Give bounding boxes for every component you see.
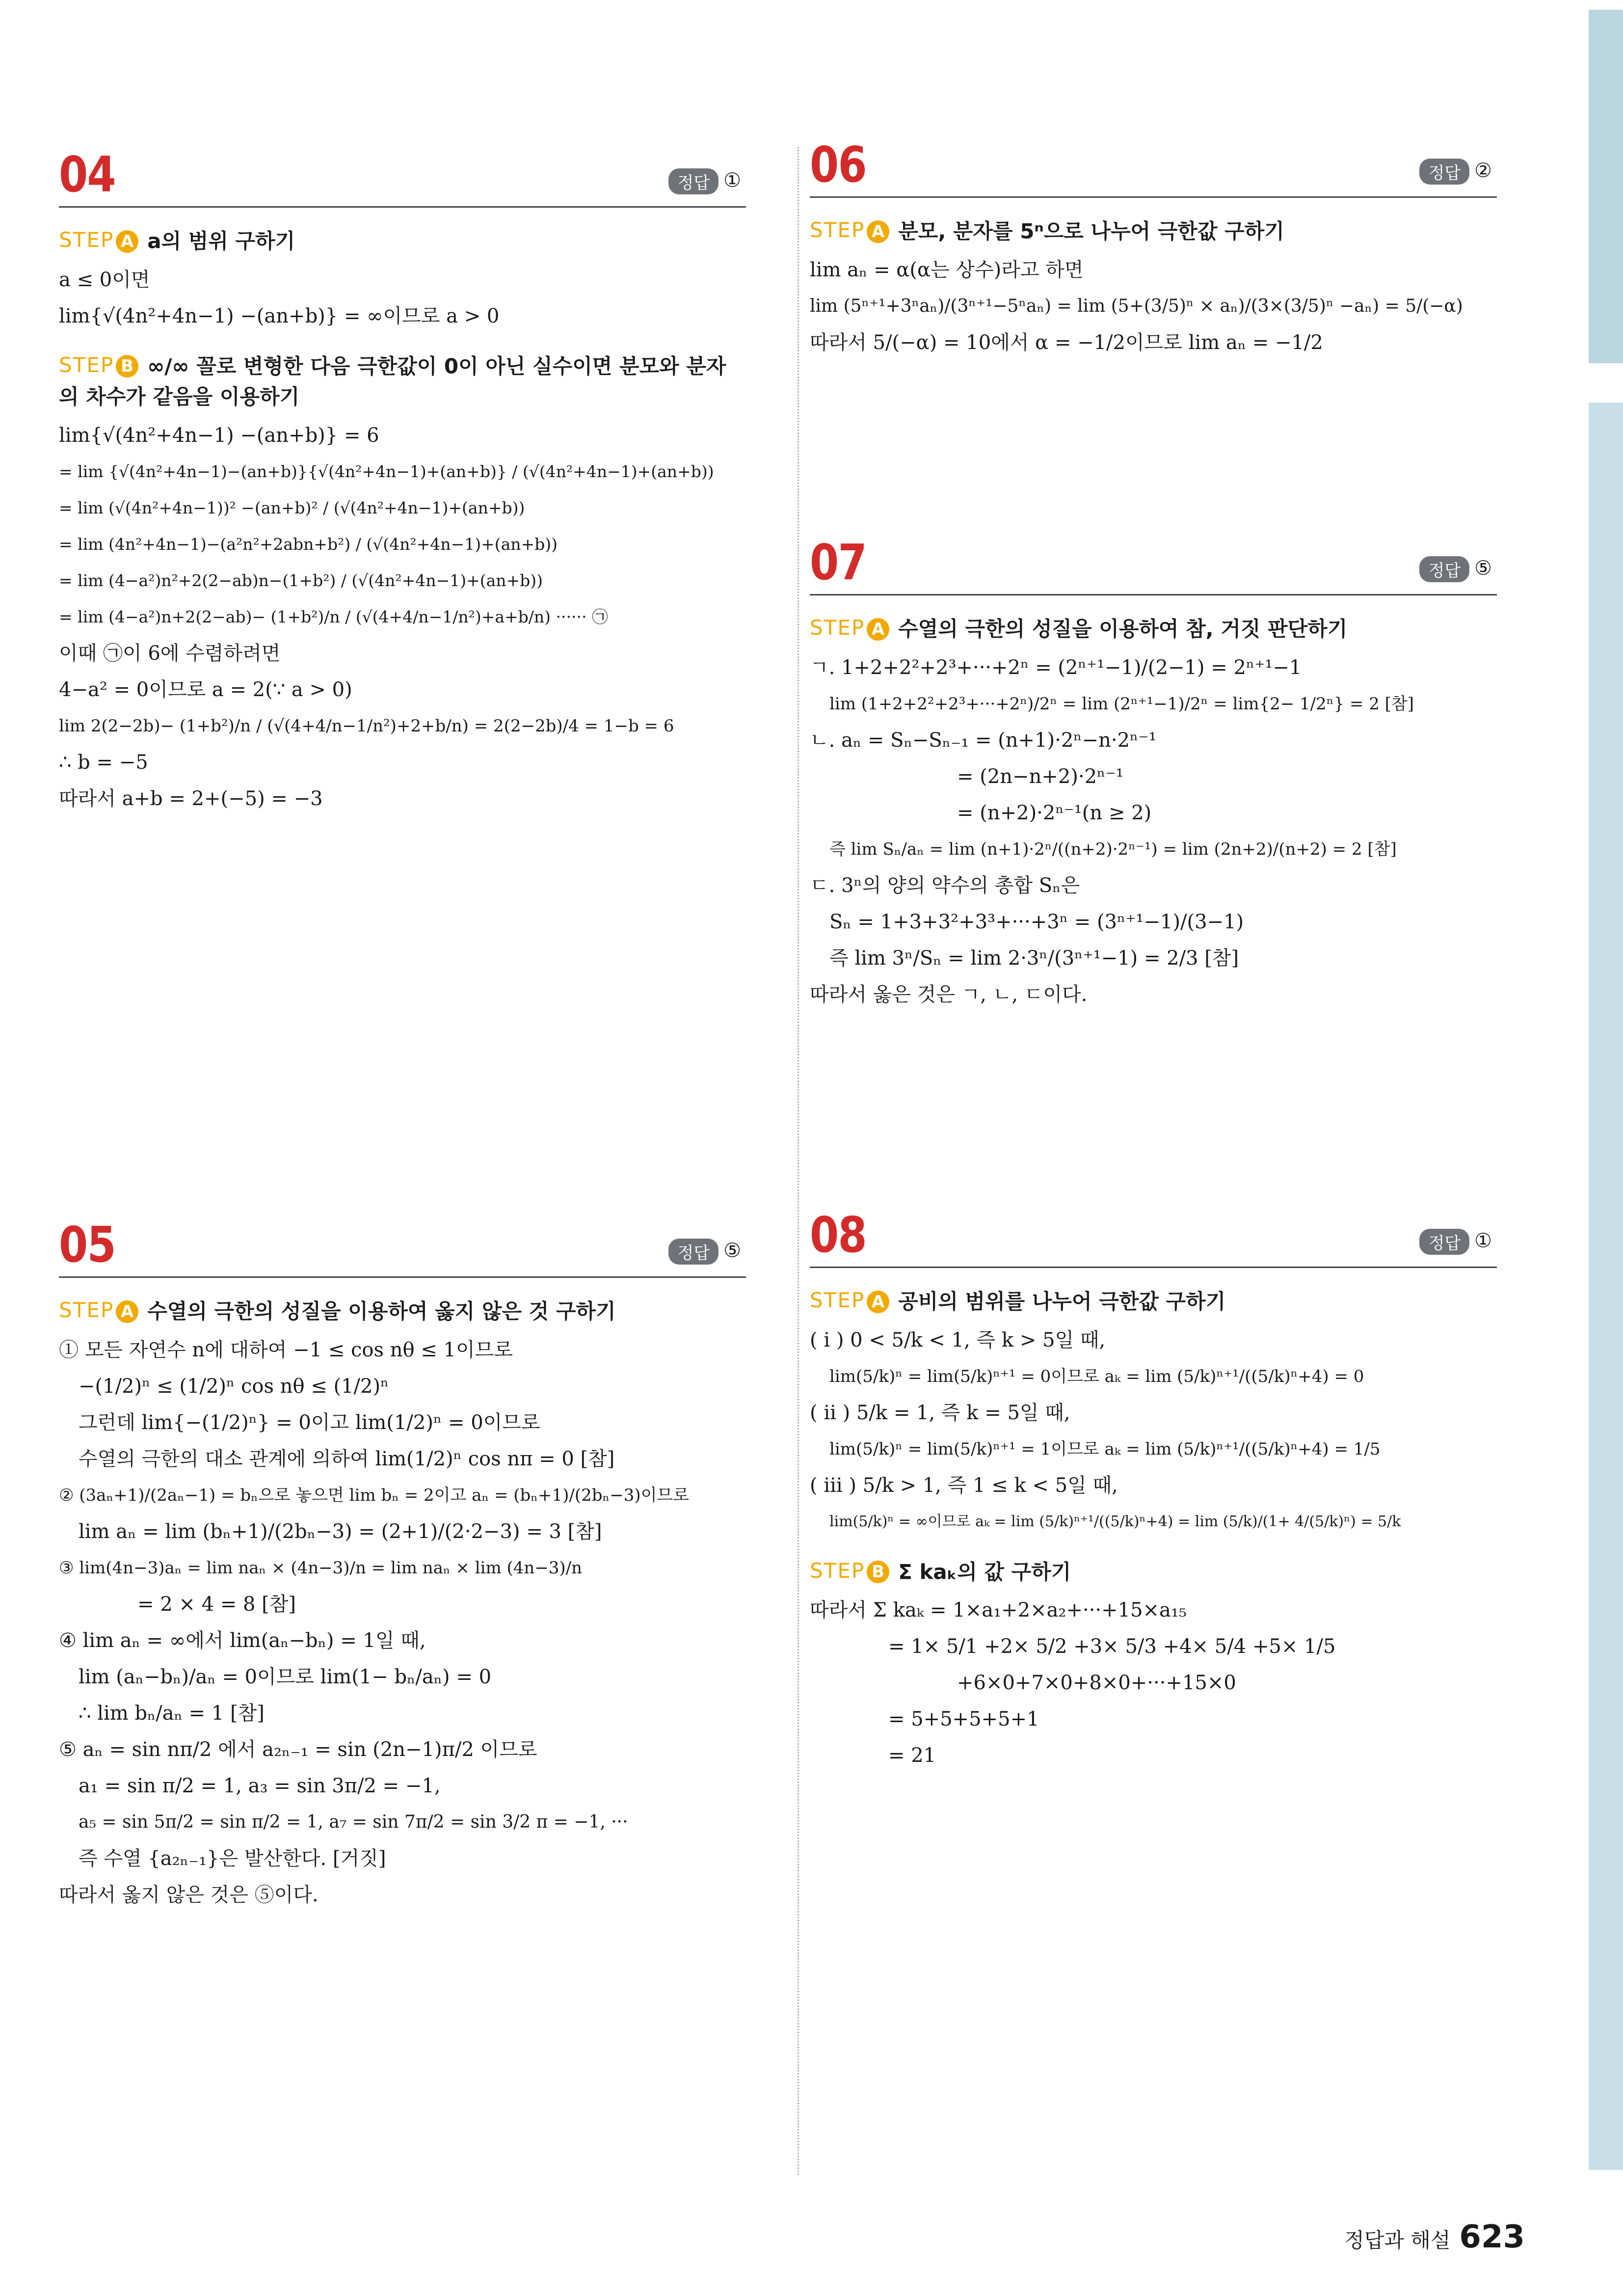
solution-line: ③ lim(4n−3)aₙ = lim naₙ × (4n−3)/n = lim naₙ × lim (4n−3)/n bbox=[59, 1558, 583, 1578]
section-header bbox=[59, 142, 746, 208]
solution-line: = 5+5+5+5+1 bbox=[888, 1708, 1039, 1730]
step-title: a의 범위 구하기 bbox=[147, 229, 295, 253]
solution-line: ∴ b = −5 bbox=[59, 751, 148, 774]
solution-line: lim aₙ = lim (bₙ+1)/(2bₙ−3) = (2+1)/(2·2−3) = 3 [참] bbox=[79, 1520, 602, 1543]
solution-line: = lim {√(4n²+4n−1)−(an+b)}{√(4n²+4n−1)+(an+b)} / (√(4n²+4n−1)+(an+b)) bbox=[59, 461, 714, 481]
solution-line: = 21 bbox=[888, 1744, 936, 1767]
section-04 bbox=[59, 142, 746, 818]
solution-line: ㄱ. 1+2+2²+2³+···+2ⁿ = (2ⁿ⁺¹−1)/(2−1) = 2ⁿ⁺¹−1 bbox=[810, 656, 1302, 679]
answer-box bbox=[1419, 1229, 1492, 1255]
step-title: Σ kaₖ의 값 구하기 bbox=[898, 1560, 1071, 1584]
solution-line: ( iii ) 5/k > 1, 즉 1 ≤ k < 5일 때, bbox=[810, 1474, 1118, 1497]
solution-line: ① 모든 자연수 n에 대하여 −1 ≤ cos nθ ≤ 1이므로 bbox=[59, 1338, 513, 1361]
answer-value: ② bbox=[1474, 159, 1492, 182]
section-05 bbox=[59, 1213, 746, 1915]
section-07 bbox=[810, 530, 1497, 1014]
step-title: 수열의 극한의 성질을 이용하여 옳지 않은 것 구하기 bbox=[147, 1299, 616, 1324]
solution-line: 이때 ㉠이 6에 수렴하려면 bbox=[59, 642, 281, 665]
solution-line: = lim (4−a²)n+2(2−ab)− (1+b²)/n / (√(4+4/n−1/n²)+a+b/n) ······ ㉠ bbox=[59, 607, 608, 626]
step-a: STEP A 공비의 범위를 나누어 극한값 구하기 bbox=[810, 1288, 1226, 1314]
solution-line: ∴ lim bₙ/aₙ = 1 [참] bbox=[79, 1702, 265, 1725]
section-header bbox=[59, 1213, 746, 1278]
solution-line: = lim (4−a²)n²+2(2−ab)n−(1+b²) / (√(4n²+4n−1)+(an+b)) bbox=[59, 570, 543, 590]
solution-line: 수열의 극한의 대소 관계에 의하여 lim(1/2)ⁿ cos nπ = 0 [참] bbox=[79, 1447, 615, 1470]
section-header bbox=[810, 530, 1497, 595]
solution-line: lim(5/k)ⁿ = lim(5/k)ⁿ⁺¹ = 0이므로 aₖ = lim (5/k)ⁿ⁺¹/((5/k)ⁿ+4) = 0 bbox=[829, 1366, 1364, 1386]
solution-line: ⑤ aₙ = sin nπ/2 에서 a₂ₙ₋₁ = sin (2n−1)π/2 이므로 bbox=[59, 1738, 537, 1761]
solution-line: = lim (4n²+4n−1)−(a²n²+2abn+b²) / (√(4n²+4n−1)+(an+b)) bbox=[59, 534, 558, 554]
step-title: 수열의 극한의 성질을 이용하여 참, 거짓 판단하기 bbox=[898, 617, 1348, 641]
answer-box bbox=[1419, 556, 1492, 582]
step-a: STEP A 분모, 분자를 5ⁿ으로 나누어 극한값 구하기 bbox=[810, 218, 1284, 243]
solution-line: lim{√(4n²+4n−1) −(an+b)} = ∞이므로 a > 0 bbox=[59, 304, 500, 327]
solution-line: lim (aₙ−bₙ)/aₙ = 0이므로 lim(1− bₙ/aₙ) = 0 bbox=[79, 1665, 492, 1688]
step-title: 분모, 분자를 5ⁿ으로 나누어 극한값 구하기 bbox=[898, 219, 1284, 243]
answer-box bbox=[668, 1239, 741, 1265]
step-b: STEP B Σ kaₖ의 값 구하기 bbox=[810, 1558, 1071, 1584]
solution-line: = (2n−n+2)·2ⁿ⁻¹ bbox=[957, 765, 1124, 788]
solution-line: lim (5ⁿ⁺¹+3ⁿaₙ)/(3ⁿ⁺¹−5ⁿaₙ) = lim (5+(3/5)ⁿ × aₙ)/(3×(3/5)ⁿ −aₙ) = 5/(−α) bbox=[810, 296, 1463, 316]
step-b: STEP B ∞/∞ 꼴로 변형한 다음 극한값이 0이 아닌 실수이면 분모와 분자의 차수가 같음을 이용하기 bbox=[59, 352, 726, 409]
step-title: 공비의 범위를 나누어 극한값 구하기 bbox=[898, 1289, 1226, 1314]
answer-badge: 정답 bbox=[1419, 1229, 1469, 1255]
step-letter: A bbox=[116, 1300, 138, 1323]
solution-line: lim(5/k)ⁿ = ∞이므로 aₖ = lim (5/k)ⁿ⁺¹/((5/k)ⁿ+4) = lim (5/k)/(1+ 4/(5/k)ⁿ) = 5/k bbox=[829, 1513, 1401, 1530]
answer-value: ① bbox=[723, 169, 741, 192]
solution-line: ㄴ. aₙ = Sₙ−Sₙ₋₁ = (n+1)·2ⁿ−n·2ⁿ⁻¹ bbox=[810, 729, 1157, 752]
answer-value: ① bbox=[1474, 1229, 1492, 1252]
step-letter: A bbox=[867, 220, 889, 243]
solution-line: 그런데 lim{−(1/2)ⁿ} = 0이고 lim(1/2)ⁿ = 0이므로 bbox=[79, 1411, 540, 1434]
step-a: STEP A 수열의 극한의 성질을 이용하여 옳지 않은 것 구하기 bbox=[59, 1298, 616, 1324]
side-tab-bottom bbox=[1589, 403, 1623, 2170]
solution-line: −(1/2)ⁿ ≤ (1/2)ⁿ cos nθ ≤ (1/2)ⁿ bbox=[79, 1375, 389, 1398]
solution-line: a ≤ 0이면 bbox=[59, 268, 150, 291]
footer-label: 정답과 해설 bbox=[1344, 2228, 1451, 2252]
answer-box bbox=[1419, 159, 1492, 185]
solution-line: 따라서 옳지 않은 것은 ⑤이다. bbox=[59, 1883, 319, 1906]
solution-line: ㄷ. 3ⁿ의 양의 약수의 총합 Sₙ은 bbox=[810, 874, 1080, 897]
solution-line: ② (3aₙ+1)/(2aₙ−1) = bₙ으로 놓으면 lim bₙ = 2이고 aₙ = (bₙ+1)/(2bₙ−3)이므로 bbox=[59, 1485, 690, 1505]
answer-badge: 정답 bbox=[1419, 556, 1469, 582]
section-08 bbox=[810, 1203, 1497, 1775]
section-06 bbox=[810, 133, 1497, 362]
problem-number: 07 bbox=[810, 534, 866, 591]
step-letter: B bbox=[116, 355, 138, 378]
solution-line: lim 2(2−2b)− (1+b²)/n / (√(4+4/n−1/n²)+2+b/n) = 2(2−2b)/4 = 1−b = 6 bbox=[59, 716, 674, 736]
problem-number: 05 bbox=[59, 1216, 115, 1273]
problem-number: 06 bbox=[810, 136, 866, 193]
solution-line: = 2 × 4 = 8 [참] bbox=[137, 1593, 296, 1616]
section-header bbox=[810, 1203, 1497, 1268]
solution-line: = (n+2)·2ⁿ⁻¹(n ≥ 2) bbox=[957, 801, 1152, 824]
solution-line: = 1× 5/1 +2× 5/2 +3× 5/3 +4× 5/4 +5× 1/5 bbox=[888, 1635, 1336, 1658]
step-letter: A bbox=[867, 618, 889, 641]
solution-line: lim{√(4n²+4n−1) −(an+b)} = 6 bbox=[59, 424, 379, 447]
answer-value: ⑤ bbox=[723, 1239, 741, 1262]
solution-line: ( ii ) 5/k = 1, 즉 k = 5일 때, bbox=[810, 1401, 1070, 1424]
solution-line: a₅ = sin 5π/2 = sin π/2 = 1, a₇ = sin 7π/2 = sin 3/2 π = −1, ··· bbox=[79, 1811, 628, 1832]
answer-badge: 정답 bbox=[668, 1239, 718, 1265]
solution-line: ④ lim aₙ = ∞에서 lim(aₙ−bₙ) = 1일 때, bbox=[59, 1629, 426, 1652]
solution-line: lim (1+2+2²+2³+···+2ⁿ)/2ⁿ = lim (2ⁿ⁺¹−1)/2ⁿ = lim{2− 1/2ⁿ} = 2 [참] bbox=[829, 694, 1414, 714]
page-footer bbox=[1344, 2219, 1525, 2255]
answer-badge: 정답 bbox=[1419, 159, 1469, 185]
step-title: ∞/∞ 꼴로 변형한 다음 극한값이 0이 아닌 실수이면 분모와 분자의 차수가 같음을 이용하기 bbox=[59, 354, 726, 409]
column-divider bbox=[798, 147, 799, 2175]
problem-number: 04 bbox=[59, 146, 115, 203]
solution-line: lim(5/k)ⁿ = lim(5/k)ⁿ⁺¹ = 1이므로 aₖ = lim (5/k)ⁿ⁺¹/((5/k)ⁿ+4) = 1/5 bbox=[829, 1439, 1381, 1459]
solution-line: 따라서 Σ kaₖ = 1×a₁+2×a₂+···+15×a₁₅ bbox=[810, 1599, 1187, 1621]
side-tab-top bbox=[1589, 10, 1623, 363]
answer-value: ⑤ bbox=[1474, 557, 1492, 580]
solution-line: 따라서 a+b = 2+(−5) = −3 bbox=[59, 787, 323, 810]
step-letter: B bbox=[867, 1561, 889, 1583]
problem-number: 08 bbox=[810, 1206, 866, 1264]
solution-line: Sₙ = 1+3+3²+3³+···+3ⁿ = (3ⁿ⁺¹−1)/(3−1) bbox=[829, 910, 1244, 933]
step-letter: A bbox=[116, 230, 138, 253]
solution-line: = lim (√(4n²+4n−1))² −(an+b)² / (√(4n²+4n−1)+(an+b)) bbox=[59, 498, 525, 517]
step-a: STEP A 수열의 극한의 성질을 이용하여 참, 거짓 판단하기 bbox=[810, 616, 1348, 641]
step-letter: A bbox=[867, 1291, 889, 1313]
solution-line: a₁ = sin π/2 = 1, a₃ = sin 3π/2 = −1, bbox=[79, 1774, 441, 1797]
solution-line: 따라서 5/(−α) = 10에서 α = −1/2이므로 lim aₙ = −1/2 bbox=[810, 331, 1323, 354]
section-header bbox=[810, 133, 1497, 198]
page-number: 623 bbox=[1459, 2219, 1525, 2255]
solution-line: 즉 lim 3ⁿ/Sₙ = lim 2·3ⁿ/(3ⁿ⁺¹−1) = 2/3 [참] bbox=[829, 946, 1239, 970]
solution-line: 즉 수열 {a₂ₙ₋₁}은 발산한다. [거짓] bbox=[79, 1847, 386, 1870]
answer-box bbox=[668, 168, 741, 194]
solution-line: 따라서 옳은 것은 ㄱ, ㄴ, ㄷ이다. bbox=[810, 983, 1088, 1006]
answer-badge: 정답 bbox=[668, 168, 718, 194]
step-a: STEP A a의 범위 구하기 bbox=[59, 228, 295, 253]
solution-line: 4−a² = 0이므로 a = 2(∵ a > 0) bbox=[59, 678, 352, 701]
solution-line: +6×0+7×0+8×0+···+15×0 bbox=[957, 1672, 1236, 1694]
solution-line: lim aₙ = α(α는 상수)라고 하면 bbox=[810, 258, 1084, 281]
solution-line: 즉 lim Sₙ/aₙ = lim (n+1)·2ⁿ/((n+2)·2ⁿ⁻¹) = lim (2n+2)/(n+2) = 2 [참] bbox=[829, 839, 1397, 859]
solution-line: ( i ) 0 < 5/k < 1, 즉 k > 5일 때, bbox=[810, 1328, 1106, 1351]
